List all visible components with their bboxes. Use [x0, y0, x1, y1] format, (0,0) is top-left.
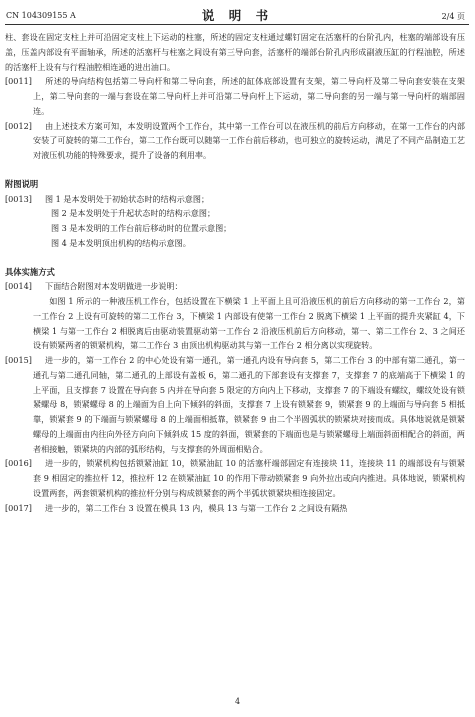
- paragraph-text: 进一步的，第一工作台 2 的中心处设有第一通孔，第一通孔内设有导向套 5，第二工作台 3 的中部有第二通孔，第一通孔与第二通孔同轴，第二通孔的上部设有盖板 6，第二通孔的下部套设有支撑套 7，支撑套 7 的底端高于下横梁 1 的上平面，且支撑套 7 设置在导向套 5 内并在导向套 5 限定的方向内上下移动，支撑套 7 的下端设有螺纹，螺纹处设有锁紧螺母 8，锁紧螺母 8 的上端面为自上向下倾斜的斜面，支撑套 7 上设有锁紧套 9，锁紧套 9 的上端面与导向套 5 相抵靠，锁紧套 9 的下端面与锁紧螺母 8 的上端面相抵靠，锁紧套 9 由二个半圆弧状的锁紧块对接而成。具体地说就是锁紧螺母的上端面由内往向外径方向向下倾斜成 15 度的斜面，锁紧套的下端面也是与锁紧螺母上端面斜面相配合的斜面，两者相接触，锁紧块的内部的弧形结构，与支撑套的外周面相贴合。: [33, 355, 465, 454]
- paragraph-0014-body: 如图 1 所示的一种液压机工作台，包括设置在下横梁 1 上平面上且可沿液压机的前后方向移动的第一工作台 2，第一工作台 2 上设有可旋转的第二工作台 3，下横梁 1 内部设有使第一工作台 2 脱离下横梁 1 上平面的提升夹紧缸 4，下横梁 1 与第一工作台 2 相脱离后由驱动装置驱动第一工作台 2 沿液压机前后方向移动，第一、第二工作台 2、3 之间还设有锁紧两者的锁紧机构，第二工作台 3 由顶出机构驱动其与第一工作台 2 相分离以实现旋转。: [33, 296, 465, 351]
- publication-number: CN 104309155 A: [6, 11, 76, 20]
- paragraph-text: 下面结合附图对本发明做进一步说明：: [45, 281, 183, 292]
- paragraph-0014: [5, 279, 465, 294]
- paragraph-number: [0016]: [5, 458, 32, 469]
- paragraph-number: [0012]: [5, 120, 32, 131]
- paragraph-number: [0015]: [5, 355, 32, 365]
- figure-caption-3: 图 3 是本发明的工作台前后移动时的位置示意图；: [51, 223, 232, 233]
- paragraph-0012: [5, 119, 465, 163]
- page-header: [0, 4, 475, 26]
- paragraph-text: 进一步的，锁紧机构包括锁紧油缸 10，锁紧油缸 10 的活塞杆端部固定有连接块 11，连接块 11 的端部设有与锁紧套 9 相固定的推拉杆 12，推拉杆 12 在锁紧油缸 10 的作用下带动锁紧套 9 向外拉出或向内推进。具体地说，锁紧机构设置两套，两套锁紧机构的推拉杆分别与构成锁紧套的两个半弧状锁紧块相连接固定。: [33, 458, 465, 498]
- page-indicator: 2/4 页: [441, 12, 465, 21]
- figure-caption-1: 图 1 是本发明处于初始状态时的结构示意图；: [45, 193, 210, 204]
- paragraph-0013: [5, 192, 465, 207]
- paragraph-number: [0017]: [5, 502, 32, 513]
- paragraph-number: [0014]: [5, 281, 32, 292]
- paragraph-text: 由上述技术方案可知，本发明设置两个工作台，其中第一工作台可以在液压机的前后方向移动，在第一工作台的内部安装了可旋转的第二工作台，第二工作台既可以随第一工作台前后移动，也可独立的旋转运动，满足了不同产品制造工艺对液压机功能的特殊要求，提升了设备的利用率。: [33, 120, 465, 160]
- paragraph-text: 进一步的，第二工作台 3 设置在模具 13 内，模具 13 与第一工作台 2 之间设有隔热: [45, 502, 348, 513]
- continuation-paragraph: 柱、套设在固定支柱上并可沿固定支柱上下运动的柱塞，所述的固定支柱通过螺钉固定在活塞杆的台阶孔内，柱塞的端部设有压盖，压盖内部设有平面轴承，所述的活塞杆与柱塞之间设有第三导向套，活塞杆的端部台阶孔内形成副液压缸的行程油腔，所述的活塞杆上设有与行程油腔相连通的进出油口。: [5, 32, 465, 72]
- figure-caption-2: 图 2 是本发明处于升起状态时的结构示意图；: [51, 208, 216, 219]
- paragraph-0015: [5, 353, 465, 456]
- document-body: [5, 30, 465, 515]
- paragraph-number: [0011]: [5, 76, 32, 87]
- paragraph-text: 所述的导向结构包括第二导向杆和第二导向套，所述的缸体底部设置有支架，第二导向杆及第二导向套安装在支架上，第二导向套的一端与套设在第二导向杆上并可沿第二导向杆上下运动，第二导向套的另一端与第一导向杆的端部固连。: [33, 76, 465, 116]
- header-rule: [5, 24, 469, 25]
- paragraph-0016: [5, 456, 465, 500]
- paragraph-number: [0013]: [5, 193, 32, 204]
- figure-caption-4: 图 4 是本发明顶出机构的结构示意图。: [51, 237, 191, 248]
- document-title: 说 明 书: [201, 8, 274, 23]
- page-number: 4: [234, 697, 241, 706]
- paragraph-0017: [5, 501, 465, 516]
- paragraph-0011: [5, 74, 465, 118]
- section-heading-drawings: 附图说明: [5, 178, 39, 189]
- section-heading-embodiments: 具体实施方式: [5, 266, 55, 277]
